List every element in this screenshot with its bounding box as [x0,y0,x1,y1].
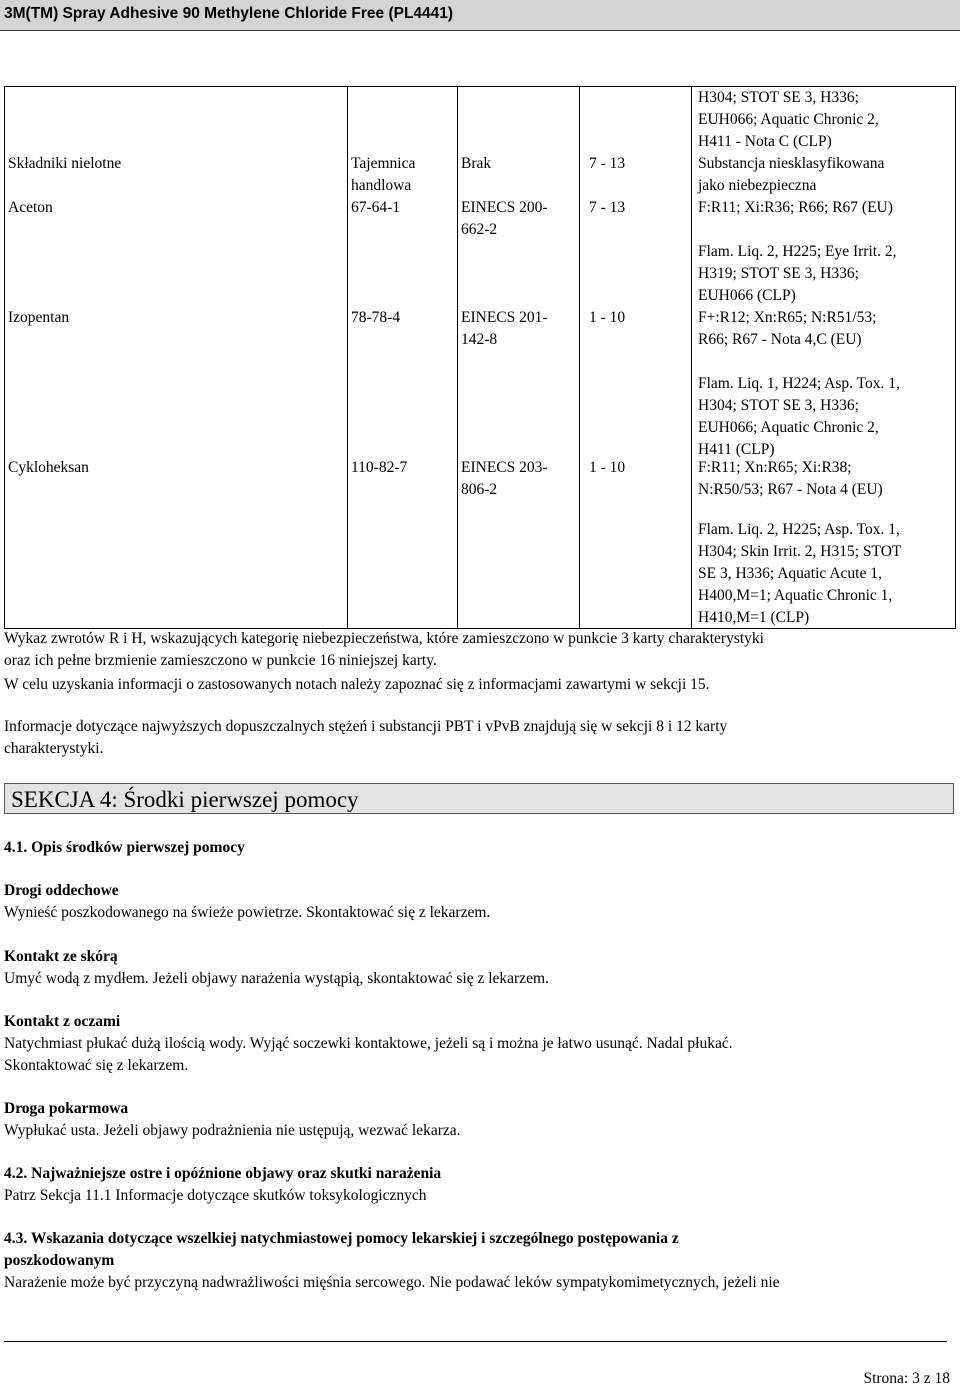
table-cell-cas: Tajemnica [351,155,416,172]
table-cell-ec: EINECS 201- [461,309,548,326]
table-cell-name: Składniki nielotne [8,155,122,172]
table-column-divider [579,87,580,628]
page-number: Strona: 3 z 18 [863,1370,950,1387]
table-cell-ec: 806-2 [461,481,498,498]
table-cell-classification: H410,M=1 (CLP) [698,609,810,626]
subsection-4-1-heading: 4.1. Opis środków pierwszej pomocy [4,839,245,856]
table-cell-classification: Flam. Liq. 2, H225; Eye Irrit. 2, [698,243,897,260]
ingestion-heading: Droga pokarmowa [4,1100,129,1117]
subsection-4-2-text: Patrz Sekcja 11.1 Informacje dotyczące skutków toksykologicznych [4,1187,427,1204]
ingestion-text: Wypłukać usta. Jeżeli objawy podrażnienia nie ustępują, wezwać lekarza. [4,1122,461,1139]
table-cell-classification: H411 - Nota C (CLP) [698,133,832,150]
note-r-h-phrases-line2: oraz ich pełne brzmienie zamieszczono w punkcie 16 niniejszej karty. [4,652,437,669]
table-column-divider [691,87,692,628]
table-cell-ec: 142-8 [461,331,498,348]
table-cell-ec: Brak [461,155,492,172]
document-header [0,0,960,31]
table-cell-ec: EINECS 203- [461,459,548,476]
table-cell-name: Aceton [8,199,53,216]
table-cell-percent: 1 - 10 [589,459,626,476]
table-cell-classification: F:R11; Xi:R36; R66; R67 (EU) [698,199,893,216]
table-cell-classification: EUH066; Aquatic Chronic 2, [698,111,879,128]
table-cell-ec: EINECS 200- [461,199,548,216]
table-cell-name: Izopentan [8,309,70,326]
table-cell-ec: 662-2 [461,221,498,238]
skin-contact-text: Umyć wodą z mydłem. Jeżeli objawy narażenia wystąpią, skontaktować się z lekarzem. [4,970,549,987]
subsection-4-3-heading-line1: 4.3. Wskazania dotyczące wszelkiej natychmiastowej pomocy lekarskiej i szczególnego postępowania z [4,1230,679,1247]
subsection-4-3-text: Narażenie może być przyczyną nadwrażliwości mięśnia sercowego. Nie podawać leków sympatykomimetycznych, jeżeli nie [4,1274,780,1291]
eye-contact-text-line1: Natychmiast płukać dużą ilością wody. Wyjąć soczewki kontaktowe, jeżeli są i można je łatwo usunąć. Nadal płukać. [4,1035,733,1052]
table-cell-classification: N:R50/53; R67 - Nota 4 (EU) [698,481,883,498]
note-limits-line2: charakterystyki. [4,740,104,757]
inhalation-text: Wynieść poszkodowanego na świeże powietrze. Skontaktować się z lekarzem. [4,904,491,921]
table-cell-percent: 7 - 13 [589,155,626,172]
table-cell-classification: H304; STOT SE 3, H336; [698,397,859,414]
table-cell-classification: H304; STOT SE 3, H336; [698,89,859,106]
table-cell-percent: 7 - 13 [589,199,626,216]
note-r-h-phrases-line1: Wykaz zwrotów R i H, wskazujących kategorię niebezpieczeństwa, które zamieszczono w punkcie 3 karty charakterystyki [4,630,764,647]
table-cell-cas: 67-64-1 [351,199,401,216]
table-cell-classification: EUH066 (CLP) [698,287,796,304]
table-cell-classification: H400,M=1; Aquatic Chronic 1, [698,587,893,604]
eye-contact-text-line2: Skontaktować się z lekarzem. [4,1057,189,1074]
inhalation-heading: Drogi oddechowe [4,882,119,899]
table-cell-classification: H304; Skin Irrit. 2, H315; STOT [698,543,902,560]
table-cell-cas: 110-82-7 [351,459,408,476]
table-cell-classification: Flam. Liq. 2, H225; Asp. Tox. 1, [698,521,900,538]
section-4-header [4,783,954,814]
subsection-4-3-heading-line2: poszkodowanym [4,1252,115,1269]
eye-contact-heading: Kontakt z oczami [4,1013,121,1030]
ingredients-table [4,86,956,629]
table-cell-cas: 78-78-4 [351,309,401,326]
note-section15: W celu uzyskania informacji o zastosowanych notach należy zapoznać się z informacjami zawartymi w sekcji 15. [4,676,710,693]
footer-divider [4,1341,947,1342]
table-column-divider [347,87,348,628]
note-limits-line1: Informacje dotyczące najwyższych dopuszczalnych stężeń i substancji PBT i vPvB znajdują się w sekcji 8 i 12 karty [4,718,728,735]
table-cell-classification: EUH066; Aquatic Chronic 2, [698,419,879,436]
subsection-4-2-heading: 4.2. Najważniejsze ostre i opóźnione objawy oraz skutki narażenia [4,1165,442,1182]
table-cell-cas: handlowa [351,177,412,194]
table-cell-classification: SE 3, H336; Aquatic Acute 1, [698,565,882,582]
table-cell-classification: Flam. Liq. 1, H224; Asp. Tox. 1, [698,375,900,392]
table-cell-classification: R66; R67 - Nota 4,C (EU) [698,331,862,348]
section-4-title: SEKCJA 4: Środki pierwszej pomocy [11,787,359,812]
document-title: 3M(TM) Spray Adhesive 90 Methylene Chloride Free (PL4441) [4,5,454,22]
table-cell-classification: jako niebezpieczna [698,177,817,194]
table-cell-classification: Substancja niesklasyfikowana [698,155,885,172]
skin-contact-heading: Kontakt ze skórą [4,948,118,965]
table-cell-classification: F:R11; Xn:R65; Xi:R38; [698,459,852,476]
table-cell-classification: H319; STOT SE 3, H336; [698,265,859,282]
table-column-divider [457,87,458,628]
table-cell-percent: 1 - 10 [589,309,626,326]
table-cell-classification: F+:R12; Xn:R65; N:R51/53; [698,309,877,326]
table-cell-classification: H411 (CLP) [698,441,775,458]
table-cell-name: Cykloheksan [8,459,89,476]
